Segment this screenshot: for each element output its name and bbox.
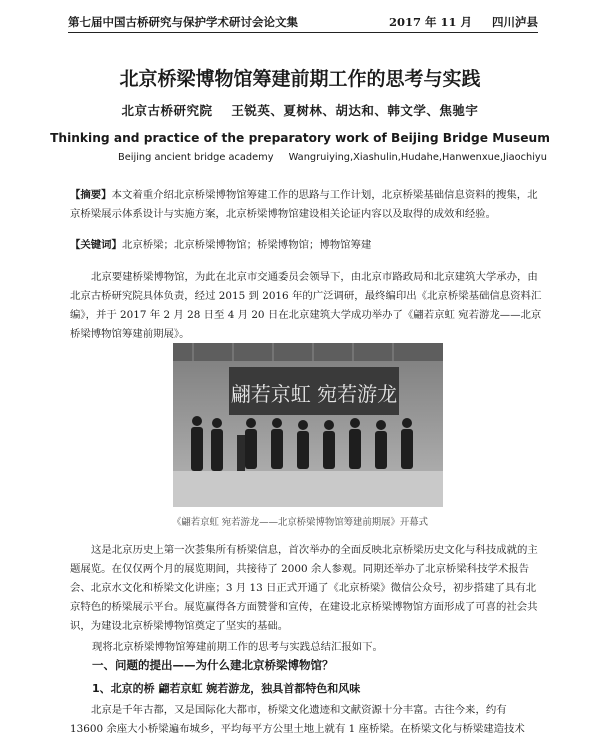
body-paragraph-2: 这是北京历史上第一次荟集所有桥梁信息，首次举办的全面反映北京桥梁历史文化与科技成就的主题展览。在仅仅两个月的展览期间，共接待了 2000 余人参观。同期还举办了北京桥梁科技学术报告会、北京水文化和桥梁文化讲座；3 月 13 日正式开通了《北京桥梁》微信公众号，初步搭建了具有北京特色的桥梁展示平台。展览赢得各方面赞誉和宣传，在建设北京桥梁博物馆方面形成了可喜的社会共识，为建设北京桥梁博物馆奠定了坚实的基础。 [70, 544, 538, 632]
abstract-text: 本文着重介绍北京桥梁博物馆筹建工作的思路与工作计划，北京桥梁基础信息资料的搜集，北京桥梁展示体系设计与实施方案，北京桥梁博物馆建设相关论证内容以及取得的成效和经验。 [70, 189, 538, 220]
abstract-label: 【摘要】 [70, 189, 112, 201]
keywords-text: 北京桥梁；北京桥梁博物馆；桥梁博物馆；博物馆筹建 [121, 239, 372, 251]
english-title: Thinking and practice of the preparatory work of Beijing Bridge Museum [50, 131, 550, 145]
banner-text: 翩若京虹 宛若游龙 [230, 382, 398, 406]
podium [237, 435, 245, 471]
photo-illustration [173, 343, 443, 507]
author-line [0, 101, 600, 119]
keywords-label: 【关键词】 [70, 239, 122, 251]
section-heading-1: 一、问题的提出——为什么建北京桥梁博物馆？ [92, 658, 334, 672]
body-paragraph-4: 北京是千年古都，又是国际化大都市，桥梁文化遗迹和文献资源十分丰富。古往今来，约有 13600 余座大小桥梁遍布城乡，平均每平方公里土地上就有 1 座桥梁。在桥梁文化与桥梁建造技术 [70, 704, 525, 735]
publication-date: 2017 年 11 月 [388, 15, 472, 29]
author-names: 王锐英、夏树林、胡达和、韩文学、焦驰宇 [231, 103, 479, 118]
running-head [68, 14, 538, 33]
english-institution: Beijing ancient bridge academy [118, 152, 274, 163]
subsection-heading-1: 1、北京的桥 翩若京虹 婉若游龙，独具首都特色和风味 [92, 682, 361, 695]
paper-title: 北京桥梁博物馆筹建前期工作的思考与实践 [119, 68, 481, 90]
opening-ceremony-photo [173, 343, 443, 507]
figure-caption: 《翩若京虹 宛若游龙——北京桥梁博物馆筹建前期展》开幕式 [171, 517, 429, 528]
conference-place: 四川泸县 [492, 15, 538, 29]
author-institution: 北京古桥研究院 [121, 103, 213, 118]
body-paragraph-1: 北京要建桥梁博物馆，为此在北京市交通委员会领导下，由北京市路政局和北京建筑大学承办，由北京古桥研究院具体负责，经过 2015 到 2016 年的广泛调研，最终编印出《北京桥梁基础信息资料汇编》，并于 2017 年 2 月 28 日至 4 月 20 日在北京建筑大学成功举办了《翩若京虹 宛若游龙——北京桥梁博物馆筹建前期展》。 [70, 271, 542, 340]
proceedings-title: 第七届中国古桥研究与保护学术研讨会论文集 [68, 15, 298, 29]
running-head-right [373, 14, 538, 30]
keywords [70, 236, 542, 255]
english-author-line [118, 152, 547, 163]
body-paragraph-3: 现将北京桥梁博物馆筹建前期工作的思考与实践总结汇报如下。 [92, 641, 383, 653]
english-author-names: Wangruiying,Xiashulin,Hudahe,Hanwenxue,Jiaochiyu [288, 152, 547, 163]
abstract [70, 186, 542, 224]
